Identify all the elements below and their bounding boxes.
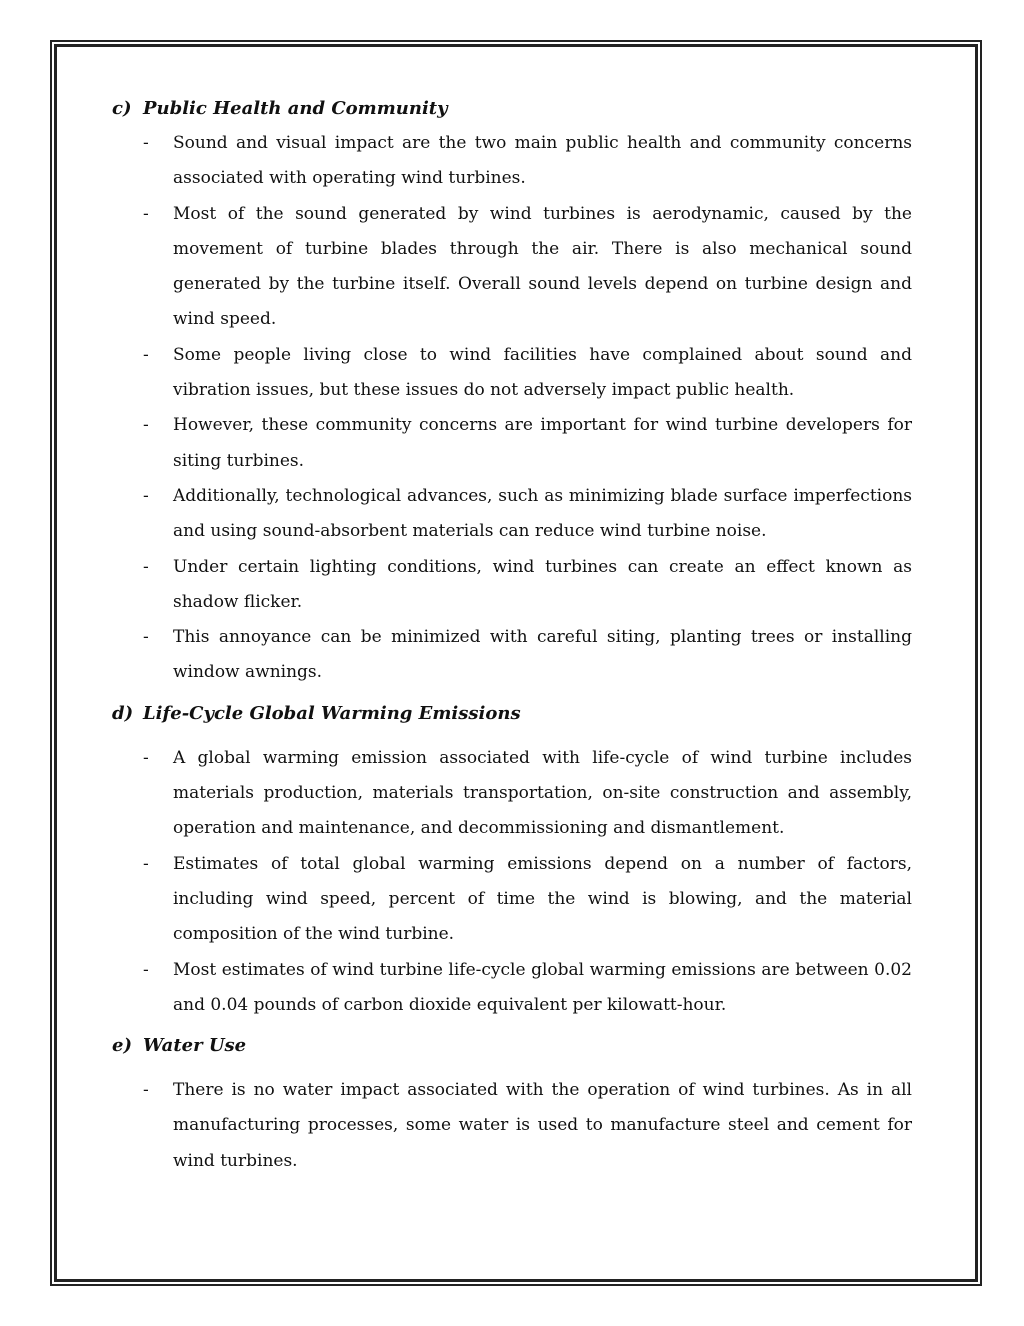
list-item (112, 408, 912, 479)
list-item (112, 953, 912, 1024)
list-item (112, 126, 912, 197)
list-item (112, 741, 912, 847)
section-heading (112, 94, 912, 124)
list-item (112, 620, 912, 691)
list-item (112, 550, 912, 621)
bullet-dash: - (143, 747, 149, 768)
bullet-dash: - (143, 627, 149, 648)
list-item-text: This annoyance can be minimized with careful siting, planting trees or installing window awnings. (173, 627, 912, 683)
bullet-dash: - (143, 485, 149, 506)
section-letter: d) (112, 702, 134, 724)
bullet-dash: - (143, 959, 149, 980)
list-item-text: There is no water impact associated with the operation of wind turbines. As in all manufacturing processes, some water is used to manufacture steel and cement for wind turbines. (173, 1080, 912, 1171)
bullet-dash: - (143, 1080, 149, 1101)
list-item-text: Additionally, technological advances, such as minimizing blade surface imperfections and using sound-absorbent materials can reduce wind turbine noise. (173, 485, 912, 542)
section-letter: e) (112, 1035, 132, 1057)
list-item-text: Sound and visual impact are the two main public health and community concerns associated with operating wind turbines. (173, 133, 912, 189)
section-heading (112, 1031, 912, 1061)
section-spacer (112, 1023, 912, 1031)
document-body (112, 94, 912, 1179)
section-water-use (112, 1031, 912, 1179)
section-life-cycle-emissions (112, 699, 912, 1023)
section-heading (112, 699, 912, 729)
bullet-dash: - (143, 133, 149, 153)
list-item-text: Most of the sound generated by wind turbines is aerodynamic, caused by the movement of turbine blades through the air. There is also mechanical sound generated by the turbine itself. Overall sound levels depend on turbine design and wind speed. (173, 203, 912, 330)
section-title: Life-Cycle Global Warming Emissions (143, 702, 521, 724)
bullet-dash: - (143, 203, 149, 224)
list-item (112, 1073, 912, 1179)
section-public-health (112, 94, 912, 691)
list-item-text: However, these community concerns are important for wind turbine developers for siting turbines. (173, 415, 912, 471)
section-title: Public Health and Community (143, 98, 448, 119)
list-item-text: Under certain lighting conditions, wind turbines can create an effect known as shadow flicker. (173, 556, 912, 612)
section-spacer (112, 691, 912, 699)
bullet-list (112, 126, 912, 691)
list-item-text: A global warming emission associated with life-cycle of wind turbine includes materials production, materials transportation, on-site construction and assembly, operation and maintenance, and decommissioning and dismantlement. (173, 747, 912, 839)
list-item (112, 847, 912, 953)
bullet-list (112, 741, 912, 1023)
list-item-text: Some people living close to wind facilities have complained about sound and vibration issues, but these issues do not adversely impact public health. (173, 344, 912, 401)
list-item (112, 197, 912, 338)
section-title: Water Use (143, 1035, 247, 1057)
bullet-dash: - (143, 853, 149, 874)
list-item (112, 338, 912, 409)
bullet-dash: - (143, 556, 149, 577)
list-item-text: Estimates of total global warming emissions depend on a number of factors, including wind speed, percent of time the wind is blowing, and the material composition of the wind turbine. (173, 853, 912, 945)
bullet-dash: - (143, 344, 149, 365)
bullet-dash: - (143, 415, 149, 436)
bullet-list (112, 1073, 912, 1179)
section-letter: c) (112, 98, 132, 119)
list-item (112, 479, 912, 550)
list-item-text: Most estimates of wind turbine life-cycle global warming emissions are between 0.02 and 0.04 pounds of carbon dioxide equivalent per kilowatt-hour. (173, 959, 912, 1015)
